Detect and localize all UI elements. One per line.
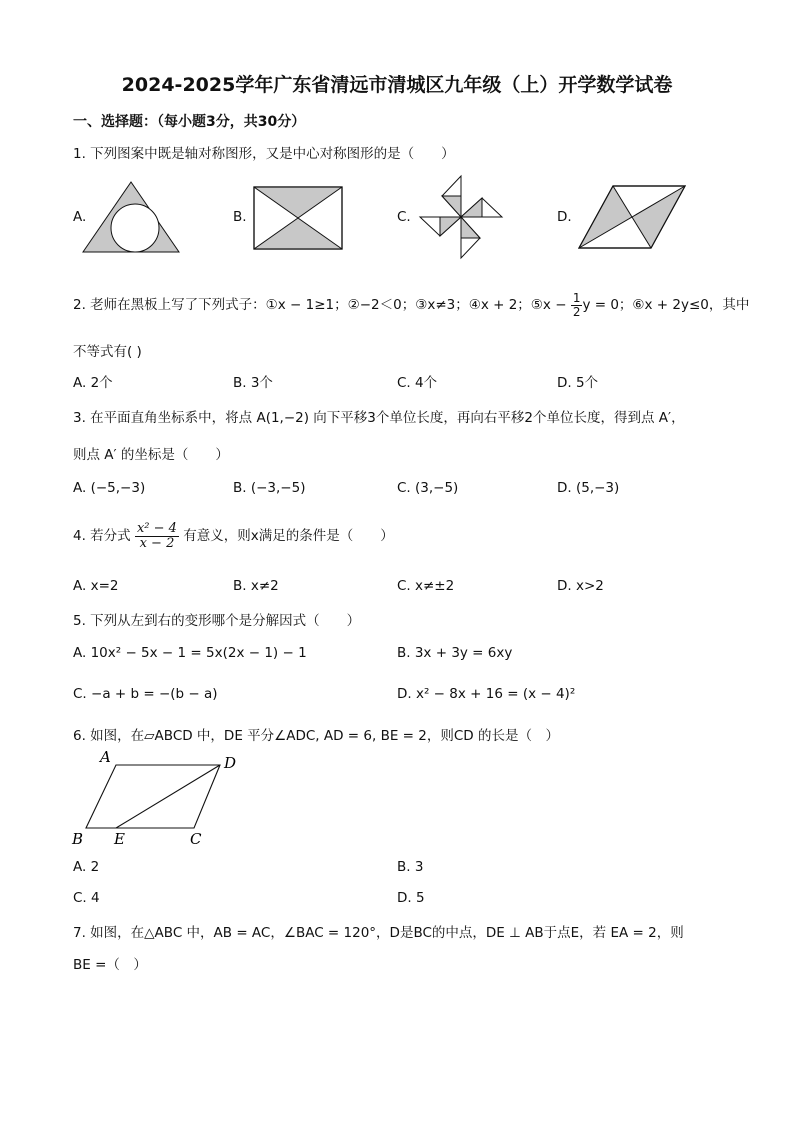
q1-label-b: B. <box>233 209 247 225</box>
q4-option-d: D. x>2 <box>557 578 604 594</box>
q3-line-2: 则点 A′ 的坐标是（ ） <box>73 447 229 463</box>
q6-label-d: D <box>224 754 237 772</box>
q3-line-1: 3. 在平面直角坐标系中，将点 A(1,−2) 向下平移3个单位长度，再向右平移2个单位长度，得到点 A′， <box>73 410 685 426</box>
q4-stem-end: 有意义，则x满足的条件是（ ） <box>183 528 394 545</box>
page-title: 2024-2025学年广东省清远市清城区九年级（上）开学数学试卷 <box>121 74 673 96</box>
triangle-with-circle-figure <box>81 180 181 254</box>
q4-fraction <box>135 522 179 550</box>
q6-label-b: B <box>72 830 84 848</box>
q2-option-b: B. 3个 <box>233 375 273 391</box>
q5-stem: 5. 下列从左到右的变形哪个是分解因式（ ） <box>73 613 361 629</box>
q4-frac-den: x − 2 <box>139 535 175 551</box>
q6-label-a: A <box>100 748 111 766</box>
q6-option-c: C. 4 <box>73 890 100 906</box>
q3-option-a: A. (−5,−3) <box>73 480 146 496</box>
q3-option-c: C. (3,−5) <box>397 480 459 496</box>
rectangle-with-diagonals-figure <box>253 186 343 250</box>
q6-stem: 6. 如图，在▱ABCD 中，DE 平分∠ADC, AD = 6, BE = 2，则CD 的长是（ ） <box>73 728 559 744</box>
q7-line-1: 7. 如图，在△ABC 中，AB = AC，∠BAC = 120°，D是BC的中点，DE ⊥ AB于点E，若 EA = 2，则 <box>73 925 684 941</box>
q2-stem-start: 2. 老师在黑板上写了下列式子： <box>73 297 266 314</box>
q2-option-d: D. 5个 <box>557 375 599 391</box>
q6-label-c: C <box>190 830 202 848</box>
parallelogram-abcd-figure <box>70 748 250 848</box>
section-heading-choice: 一、选择题：（每小题3分，共30分） <box>73 114 306 130</box>
q4-frac-num: x² − 4 <box>136 521 177 536</box>
q4-stem <box>73 522 394 550</box>
q5-option-b: B. 3x + 3y = 6xy <box>397 645 513 661</box>
q3-option-d: D. (5,−3) <box>557 480 620 496</box>
q4-stem-start: 4. 若分式 <box>73 528 131 545</box>
q2-stem-end: 不等式有( ) <box>73 344 142 360</box>
q6-option-b: B. 3 <box>397 859 424 875</box>
q4-option-b: B. x≠2 <box>233 578 279 594</box>
q4-option-c: C. x≠±2 <box>397 578 455 594</box>
q2-expr-2: y = 0；⑥x + 2y≤0，其中 <box>582 297 750 314</box>
q3-option-b: B. (−3,−5) <box>233 480 306 496</box>
q4-option-a: A. x=2 <box>73 578 119 594</box>
pinwheel-figure <box>418 174 504 260</box>
q1-label-d: D. <box>557 209 572 225</box>
q2-stem <box>73 292 749 318</box>
q2-fraction <box>571 292 583 318</box>
q7-line-2: BE =（ ） <box>73 957 147 973</box>
q2-option-c: C. 4个 <box>397 375 438 391</box>
q2-option-a: A. 2个 <box>73 375 113 391</box>
q1-label-a: A. <box>73 209 87 225</box>
q2-frac-den: 2 <box>572 304 581 319</box>
q6-option-a: A. 2 <box>73 859 100 875</box>
parallelogram-with-diagonals-figure <box>577 184 687 250</box>
q2-expr-1: ①x − 1≥1；②−2＜0；③x≠3；④x + 2；⑤x − <box>265 297 567 314</box>
q1-label-c: C. <box>397 209 411 225</box>
q5-option-c: C. −a + b = −(b − a) <box>73 686 218 702</box>
q6-label-e: E <box>114 830 125 848</box>
q6-option-d: D. 5 <box>397 890 425 906</box>
q5-option-d: D. x² − 8x + 16 = (x − 4)² <box>397 686 576 702</box>
q2-frac-num: 1 <box>572 291 581 305</box>
q1-stem: 1. 下列图案中既是轴对称图形，又是中心对称图形的是（ ） <box>73 146 455 162</box>
q5-option-a: A. 10x² − 5x − 1 = 5x(2x − 1) − 1 <box>73 645 307 661</box>
